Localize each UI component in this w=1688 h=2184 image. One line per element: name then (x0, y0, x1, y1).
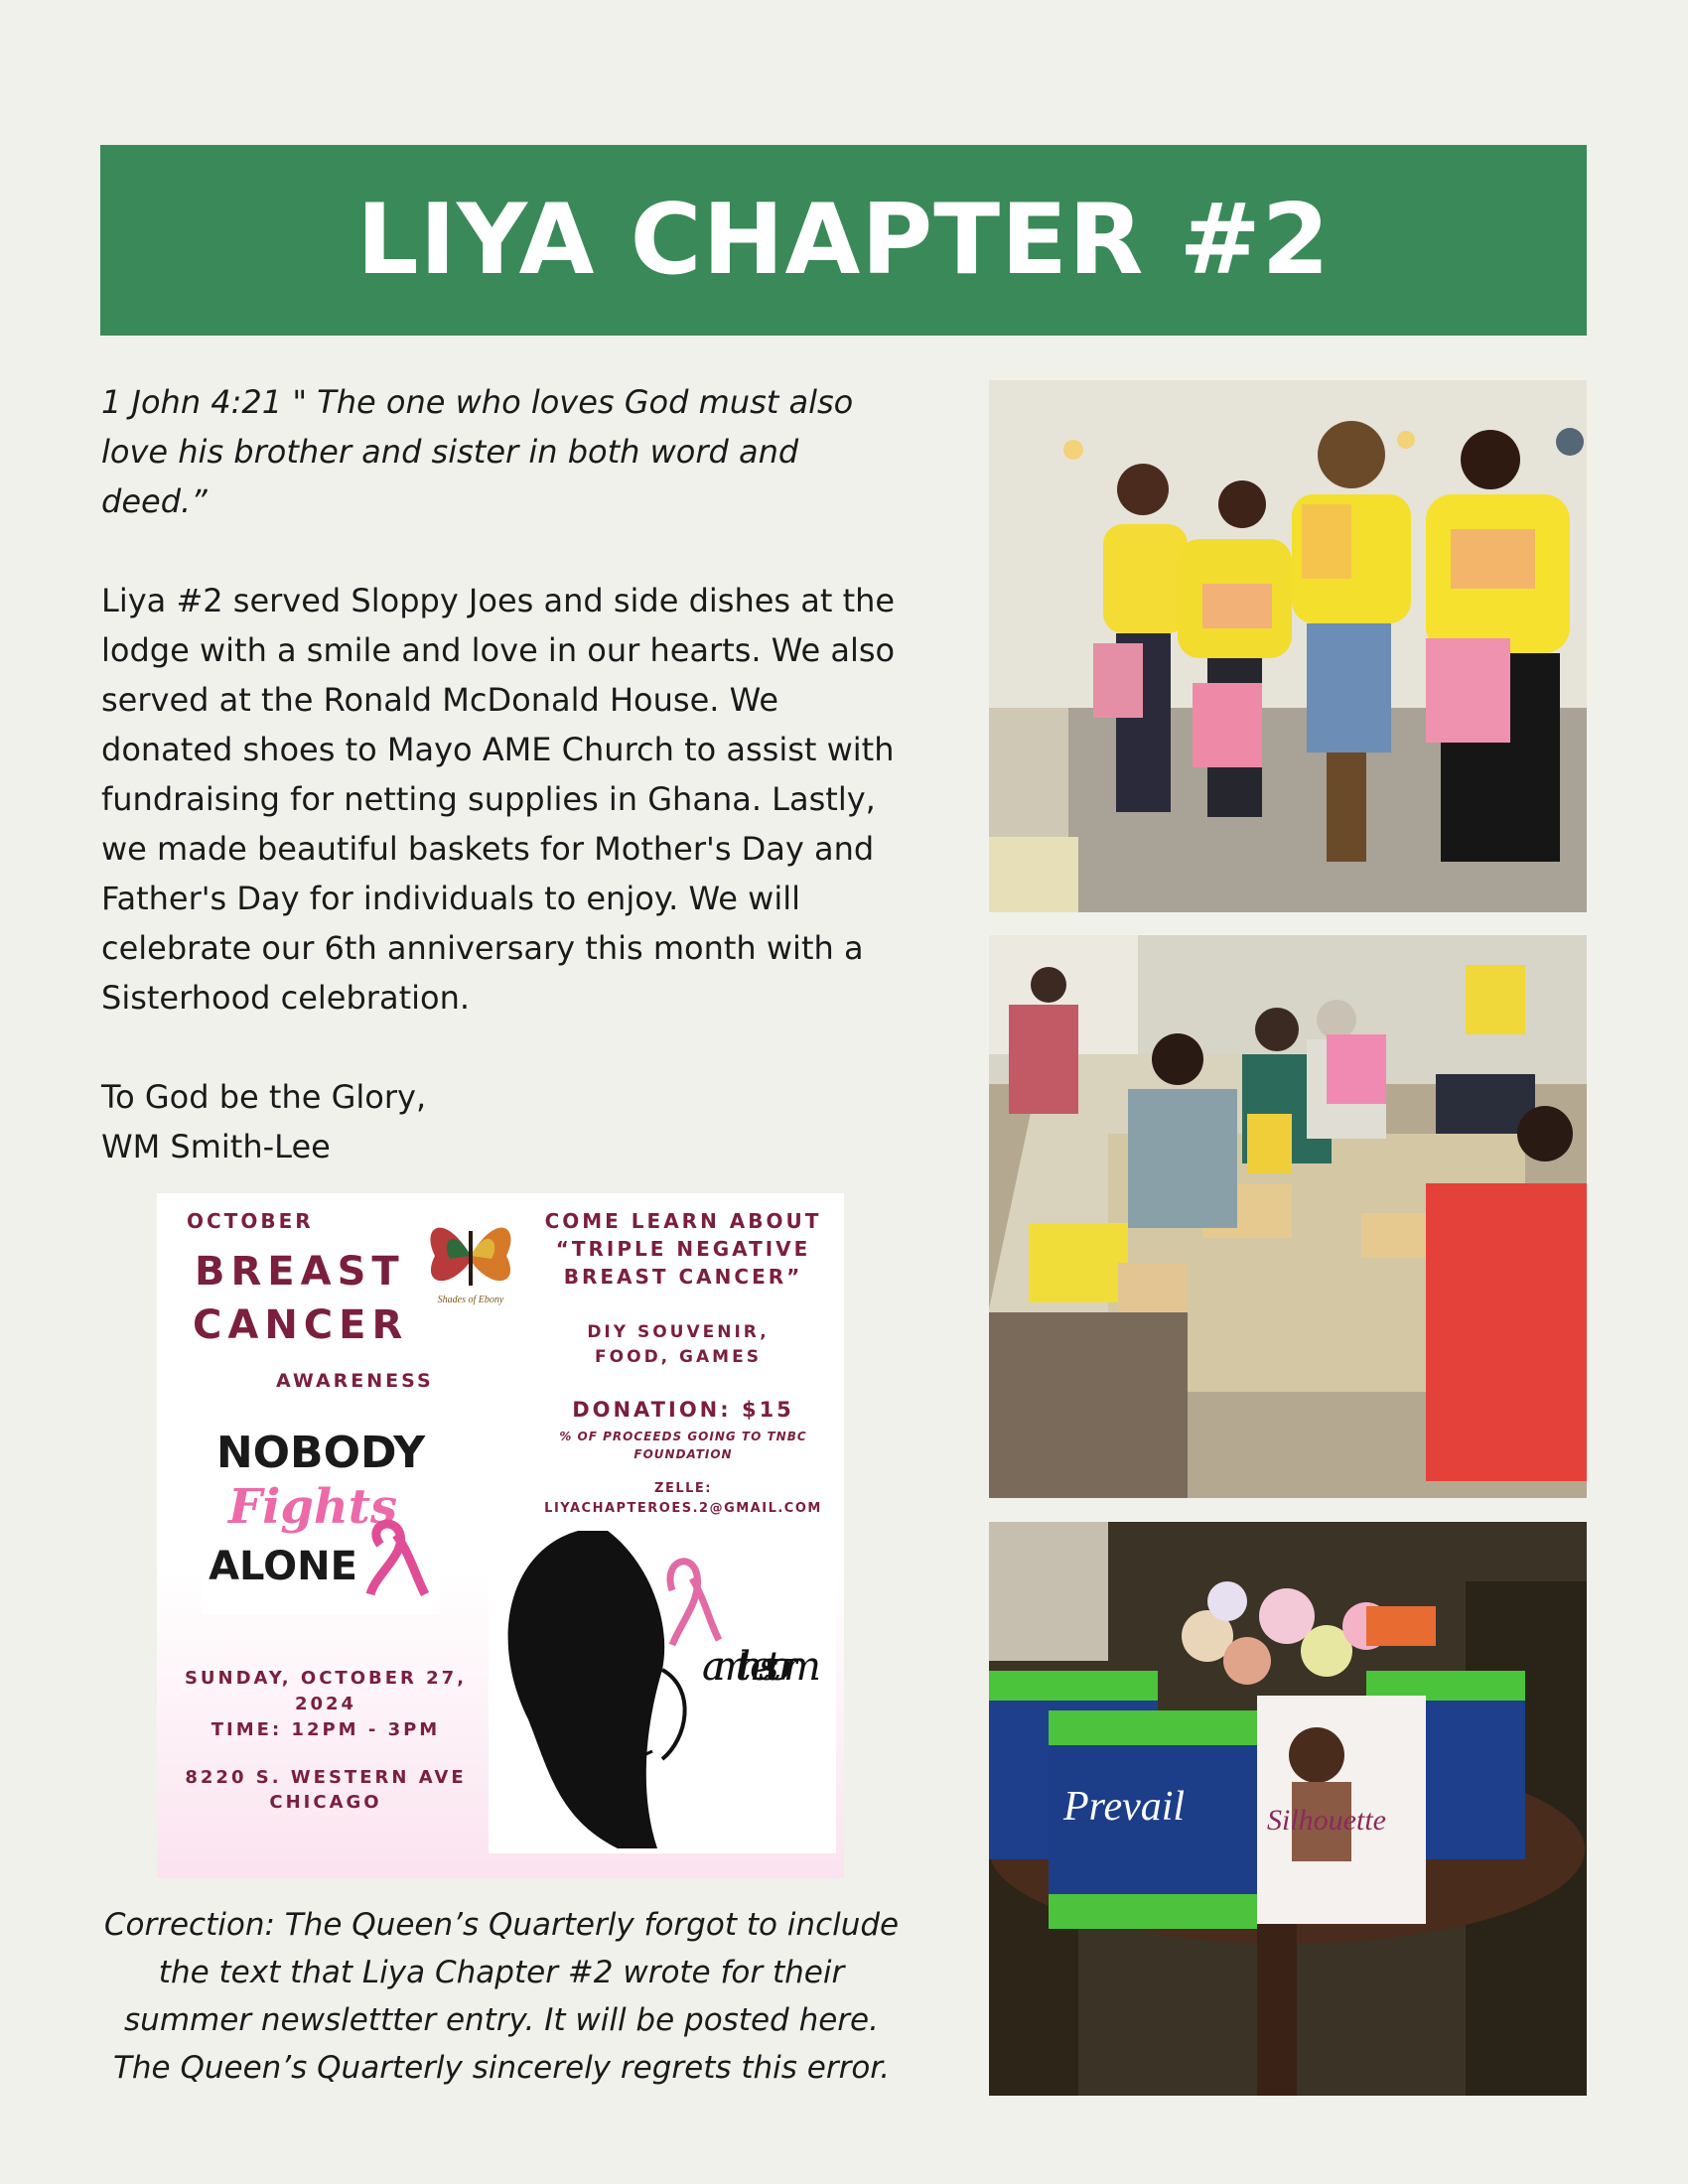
butterfly-logo-icon (415, 1201, 526, 1310)
flyer-date (177, 1666, 475, 1743)
nobody-fights-alone-graphic (202, 1406, 440, 1614)
flyer-activities: DIY SOUVENIR, FOOD, GAMES (587, 1322, 770, 1367)
storm-text: am the storm (702, 1644, 821, 1690)
flyer-proceeds: % OF PROCEEDS GOING TO TNBC FOUNDATION (559, 1430, 807, 1461)
closing-line: To God be the Glory, (101, 1078, 427, 1116)
flyer-donation: DONATION: $15 (572, 1398, 794, 1422)
shades-of-ebony-logo (415, 1201, 526, 1310)
photo-donated-supplies (989, 1522, 1587, 2096)
page-title: LIYA CHAPTER #2 (356, 184, 1331, 297)
flyer-title-cancer: CANCER (193, 1302, 409, 1348)
photo-illustration (989, 380, 1587, 912)
signature: WM Smith-Lee (101, 1128, 331, 1165)
bible-verse: 1 John 4:21 " The one who loves God must also love his brother and sister in both word and deed.” (101, 383, 854, 520)
photo-illustration-bingo (989, 935, 1587, 1498)
correction-note: Correction: The Queen’s Quarterly forgot to include the text that Liya Chapter #2 wrote for their summer newslettter entry. It will be posted here. The Queen’s Quarterly sincerely regrets this error. (103, 1907, 900, 2086)
i-am-the-storm-graphic (489, 1521, 836, 1853)
logo-text: Shades of Ebony (437, 1295, 504, 1305)
prevail-brand-text: Prevail (1063, 1784, 1186, 1830)
slogan-fights: Fights (228, 1479, 397, 1535)
photo-illustration-supplies (989, 1522, 1587, 2096)
flyer-title-awareness: AWARENESS (276, 1370, 434, 1392)
flyer-come-learn: COME LEARN ABOUT “TRIPLE NEGATIVE BREAST CANCER” (544, 1209, 822, 1289)
event-time: TIME: 12PM - 3PM (211, 1719, 441, 1740)
storm-silhouette (489, 1521, 836, 1853)
pink-ribbon-icon (370, 1524, 425, 1594)
title-banner (100, 145, 1587, 336)
slogan-alone: ALONE (209, 1544, 357, 1589)
article-body (101, 377, 955, 1171)
photo-bingo-table (989, 935, 1587, 1498)
event-date: SUNDAY, OCTOBER 27, 2024 (184, 1668, 468, 1714)
slogan-nobody: NOBODY (215, 1428, 426, 1478)
breast-cancer-flyer (157, 1193, 844, 1878)
photo-members-yellow-shirts (989, 380, 1587, 912)
flyer-title-breast: BREAST (195, 1249, 405, 1295)
flyer-address: 8220 S. WESTERN AVE CHICAGO (185, 1767, 467, 1813)
flyer-zelle: ZELLE: LIYACHAPTEROES.2@GMAIL.COM (544, 1481, 822, 1516)
flyer-month: OCTOBER (187, 1209, 314, 1233)
silhouette-brand-text: Silhouette (1267, 1804, 1386, 1837)
ribbon-icon (670, 1562, 719, 1645)
slogan-graphic (202, 1406, 440, 1614)
article-paragraph: Liya #2 served Sloppy Joes and side dishes at the lodge with a smile and love in our hearts. We also served at the Ronald McDonald House. We donated shoes to Mayo AME Church to assist with fundraising for netting supplies in Ghana. Lastly, we made beautiful baskets for Mother's Day and Father's Day for individuals to enjoy. We will celebrate our 6th anniversary this month with a Sisterhood celebration. (101, 582, 896, 1017)
